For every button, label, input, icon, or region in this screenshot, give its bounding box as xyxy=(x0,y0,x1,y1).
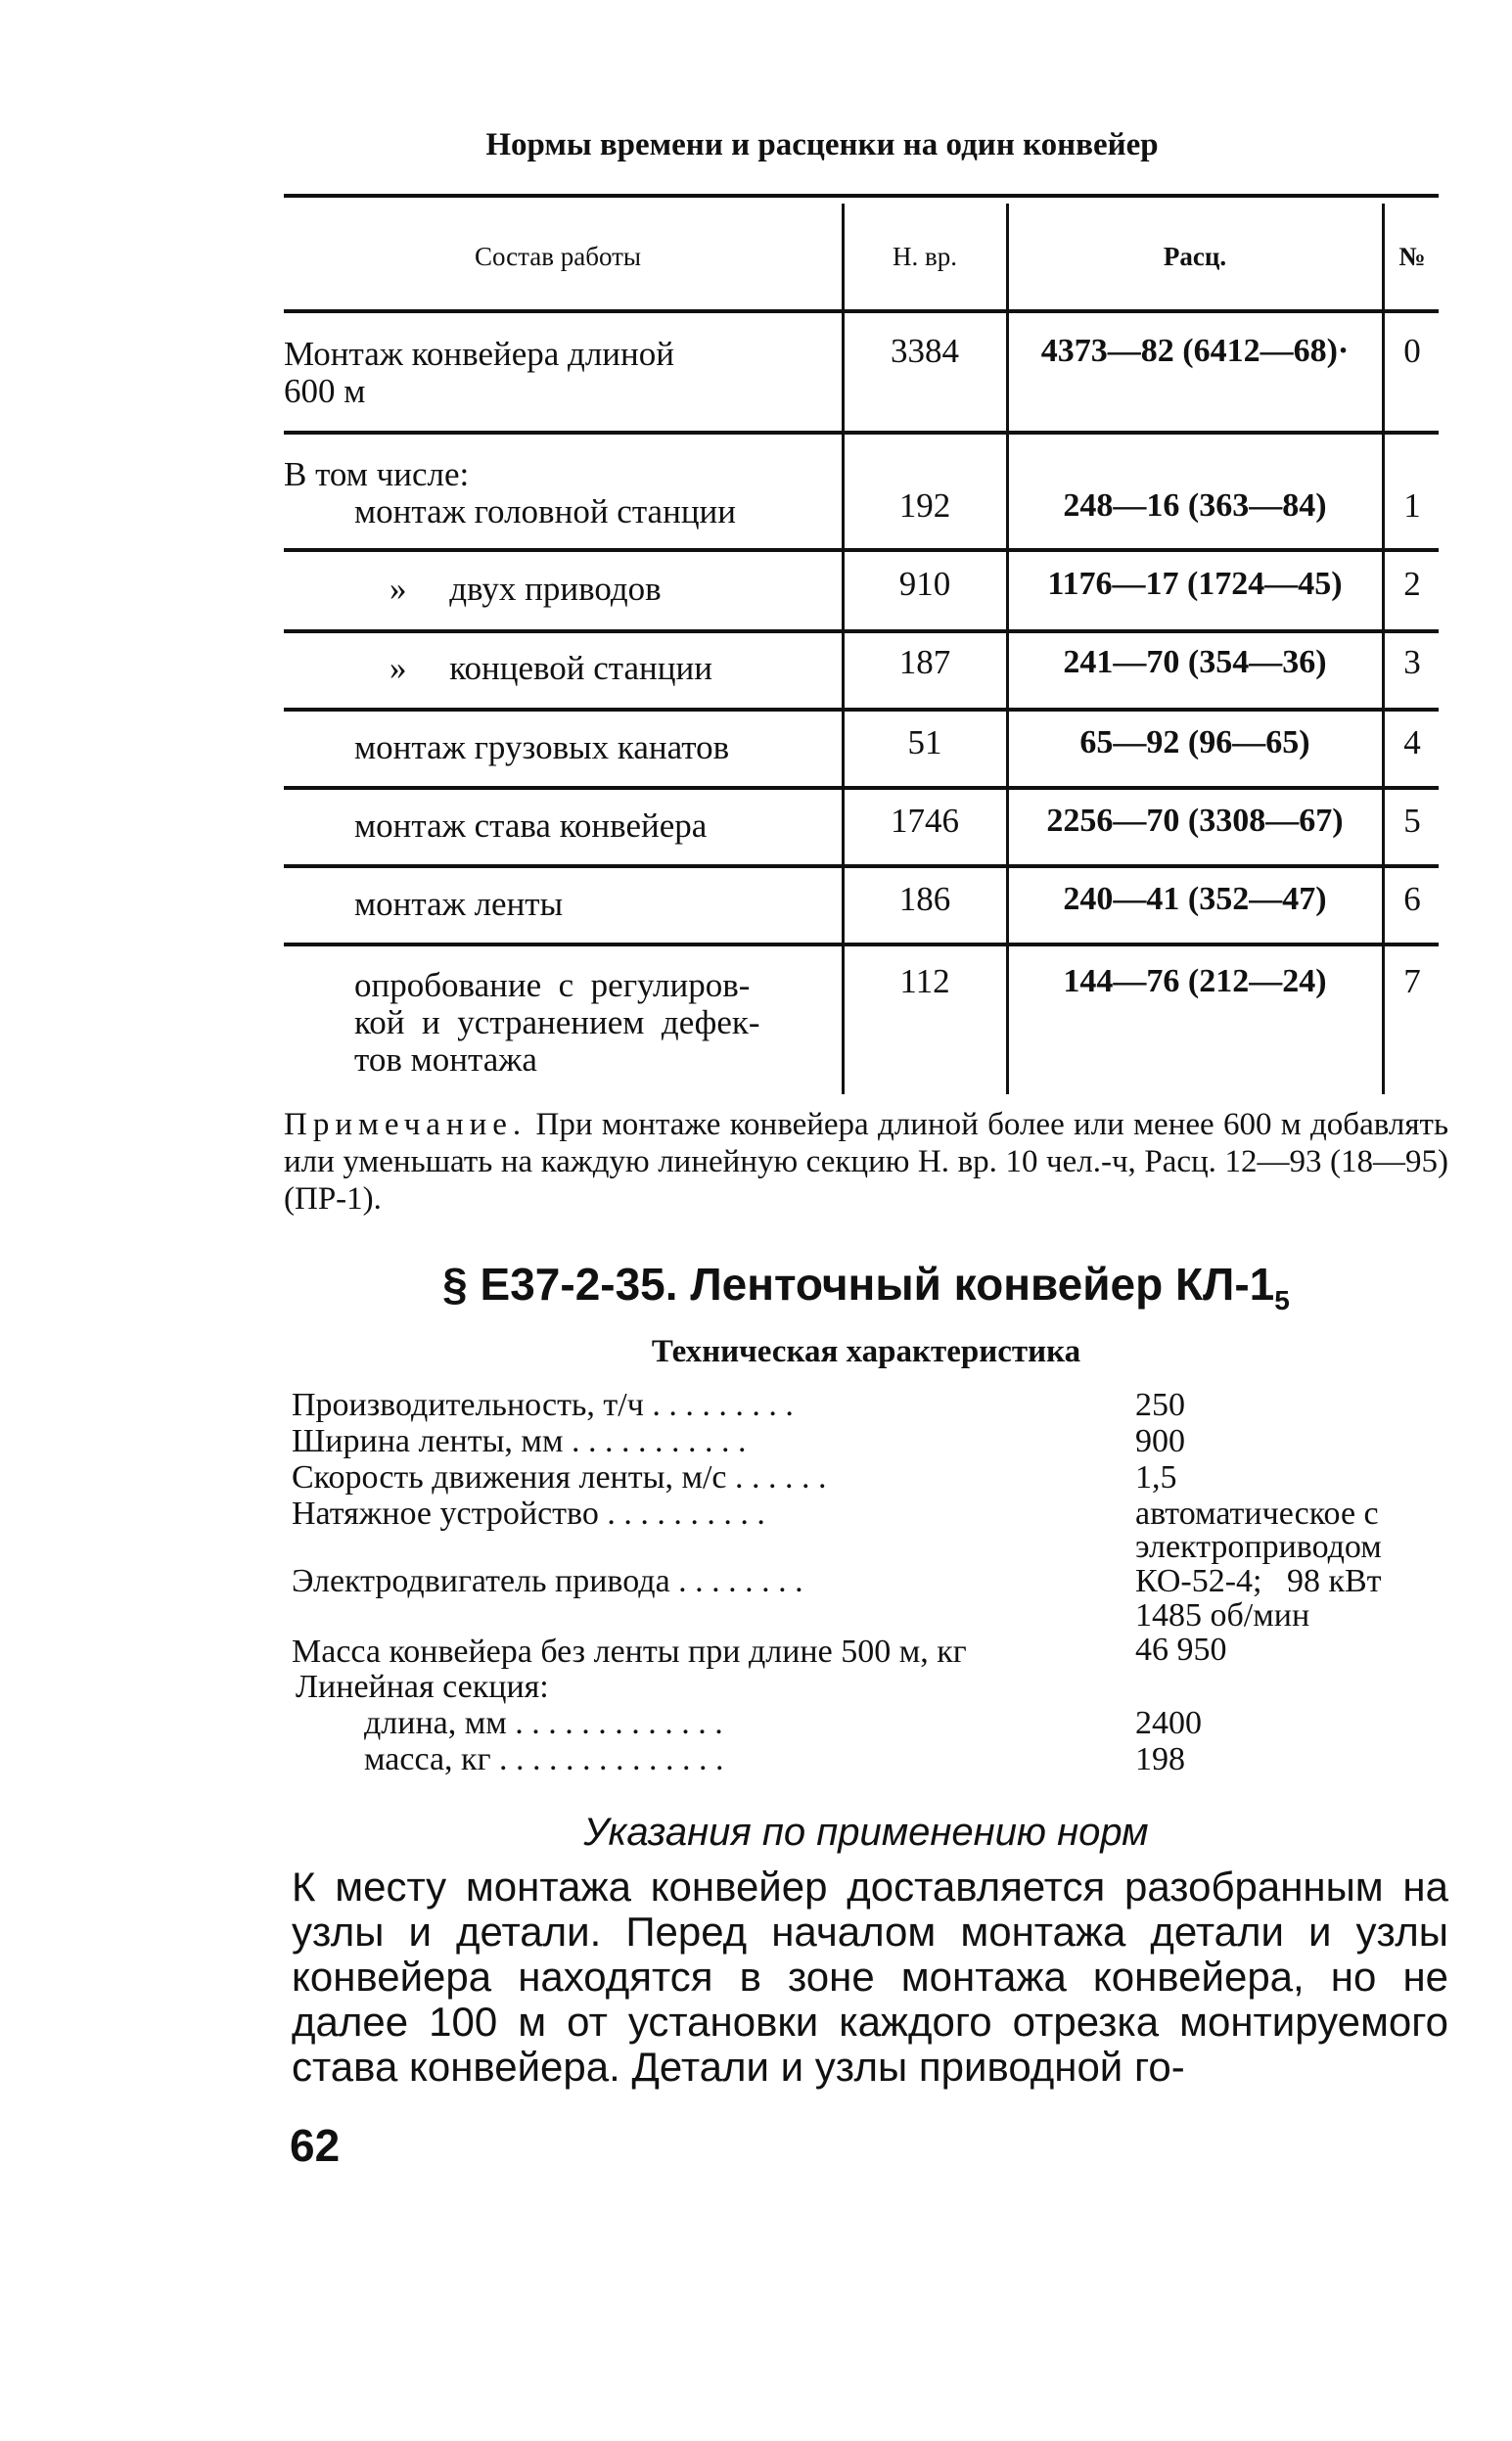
spec-value: 1485 об/мин xyxy=(1135,1597,1310,1634)
table-row-no: 0 xyxy=(1403,332,1421,370)
table-note xyxy=(284,1106,1448,1218)
header-rate: Расц. xyxy=(1163,242,1227,271)
section-title-subscript: 5 xyxy=(1274,1285,1290,1316)
row-rule xyxy=(284,943,1439,946)
row-rule xyxy=(284,431,1439,435)
table-row-time: 3384 xyxy=(891,332,959,370)
spec-label: Скорость движения ленты, м/с . . . . . . xyxy=(292,1459,827,1496)
note-text: При монтаже конвейера длиной более или менее 600 м добавлять или уменьшать на каждую линейную секцию Н. вр. 10 чел.-ч, Расц. 12—93 (18—95) (ПР-1). xyxy=(284,1107,1449,1217)
spec-label: Электродвигатель привода . . . . . . . . xyxy=(292,1563,803,1599)
table-row-work: монтаж грузовых канатов xyxy=(354,728,730,766)
table-row-time: 187 xyxy=(898,643,951,681)
table-row-work: Монтаж конвейера длиной xyxy=(284,335,674,373)
table-row-time: 112 xyxy=(899,962,950,1000)
table-row-no: 5 xyxy=(1403,802,1421,840)
row-rule xyxy=(284,864,1439,868)
column-rule xyxy=(1382,204,1385,1094)
spec-value: 900 xyxy=(1135,1423,1185,1459)
table-row-work: опробование с регулиров- xyxy=(354,966,751,1004)
spec-value: 198 xyxy=(1135,1741,1185,1777)
table-row-rate: 1176—17 (1724—45) xyxy=(1047,566,1343,602)
header-no: № xyxy=(1398,242,1426,271)
table-row-time: 192 xyxy=(898,486,951,525)
page-number: 62 xyxy=(290,2120,341,2171)
table-row-rate: 248—16 (363—84) xyxy=(1063,487,1327,524)
spec-label: длина, мм . . . . . . . . . . . . . xyxy=(364,1705,723,1741)
table-header-rule xyxy=(284,309,1439,313)
table-row-no: 1 xyxy=(1403,486,1421,525)
table-top-rule xyxy=(284,194,1439,198)
table-row-rate: 2256—70 (3308—67) xyxy=(1046,803,1344,839)
table-row-no: 2 xyxy=(1403,565,1421,603)
table-title: Нормы времени и расценки на один конвейер xyxy=(485,127,1159,162)
table-row-no: 7 xyxy=(1403,962,1421,1000)
table-row-work: монтаж ленты xyxy=(354,885,564,923)
table-row-time: 186 xyxy=(898,880,951,918)
spec-value: автоматическое с xyxy=(1135,1496,1379,1532)
section-title-text: § Е37-2-35. Ленточный конвейер КЛ-1 xyxy=(442,1259,1275,1310)
table-row-no: 3 xyxy=(1403,643,1421,681)
spec-value: КО-52-4; 98 кВт xyxy=(1135,1563,1382,1599)
table-row-time: 51 xyxy=(907,723,942,761)
table-row-work: кой и устранением дефек- xyxy=(354,1003,760,1041)
row-rule xyxy=(284,629,1439,633)
table-row-work: 600 м xyxy=(284,372,366,410)
table-row-work: » концевой станции xyxy=(389,649,712,687)
table-row-work: В том числе: xyxy=(284,455,470,493)
spec-label: Натяжное устройство . . . . . . . . . . xyxy=(292,1496,765,1532)
spec-label: Ширина ленты, мм . . . . . . . . . . . xyxy=(292,1423,747,1459)
spec-value: 46 950 xyxy=(1135,1632,1227,1668)
spec-label: Линейная секция: xyxy=(296,1669,549,1705)
spec-label: Масса конвейера без ленты при длине 500 м, кг xyxy=(292,1634,967,1670)
section-title xyxy=(284,1258,1448,1316)
table-row-work: » двух приводов xyxy=(389,570,662,608)
spec-label: Производительность, т/ч . . . . . . . . . xyxy=(292,1387,794,1423)
table-row-rate: 144—76 (212—24) xyxy=(1063,963,1327,999)
tech-title: Техническая характеристика xyxy=(651,1334,1081,1369)
note-label: Примечание. xyxy=(284,1107,527,1142)
guide-title: Указания по применению норм xyxy=(583,1811,1149,1854)
table-row-work: монтаж головной станции xyxy=(354,492,737,530)
table-row-work: тов монтажа xyxy=(354,1040,537,1079)
table-row-work: монтаж става конвейера xyxy=(354,806,708,845)
column-rule xyxy=(1006,204,1009,1094)
table-row-time: 1746 xyxy=(891,802,959,840)
table-row-rate: 240—41 (352—47) xyxy=(1063,881,1327,917)
row-rule xyxy=(284,786,1439,790)
spec-value: 250 xyxy=(1135,1387,1185,1423)
table-row-rate: 241—70 (354—36) xyxy=(1063,644,1327,680)
spec-value: 2400 xyxy=(1135,1705,1202,1741)
row-rule xyxy=(284,708,1439,712)
table-row-no: 4 xyxy=(1403,723,1421,761)
column-rule xyxy=(842,204,845,1094)
header-time: Н. вр. xyxy=(893,242,957,271)
table-row-rate: 65—92 (96—65) xyxy=(1079,724,1310,760)
spec-value: электроприводом xyxy=(1135,1529,1382,1565)
spec-value: 1,5 xyxy=(1135,1459,1177,1496)
spec-label: масса, кг . . . . . . . . . . . . . . xyxy=(364,1741,724,1777)
table-row-time: 910 xyxy=(898,565,951,603)
table-row-rate: 4373—82 (6412—68)· xyxy=(1040,333,1350,369)
table-row-no: 6 xyxy=(1403,880,1421,918)
row-rule xyxy=(284,548,1439,552)
header-work: Состав работы xyxy=(474,242,642,271)
guide-text: К месту монтажа конвейер доставляется разобранным на узлы и детали. Перед началом монтажа детали и узлы конвейера находятся в зоне монтажа конвейера, но не далее 100 м от установки каждого отрезка монтируемого става конвейера. Детали и узлы приводной го- xyxy=(292,1864,1448,2090)
